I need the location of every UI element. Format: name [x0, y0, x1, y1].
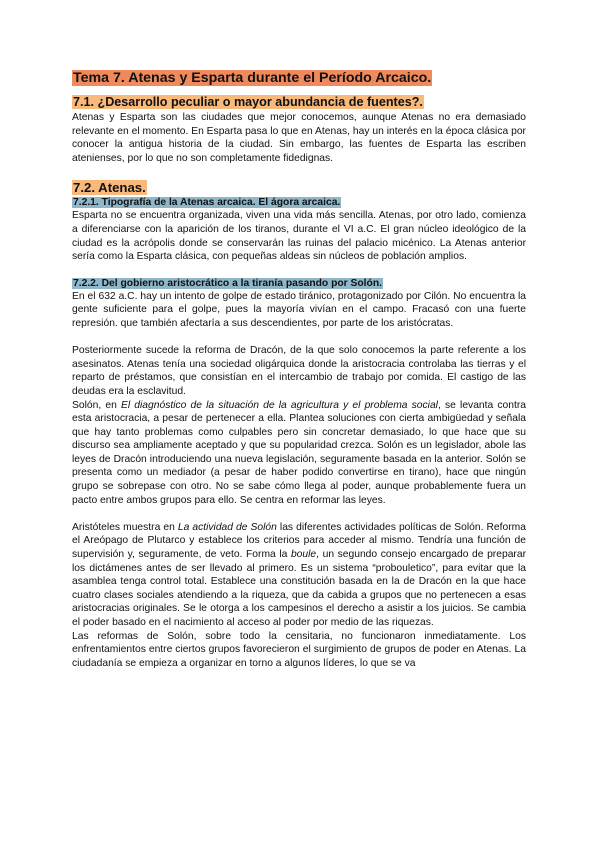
section-1-heading-text: 7.1. ¿Desarrollo peculiar o mayor abundancia de fuentes?. — [73, 95, 423, 109]
paragraph-dracon: Posteriormente sucede la reforma de Dracón, de la que solo conocemos la parte referente a los asesinatos. Atenas tenía una sociedad oligárquica donde la aristocracia controlaba las tierras y el reparto de préstamos, que consistían en el intercambio de trabajo por comida. El castigo de las deudas era la esclavitud. — [72, 345, 526, 397]
paragraph-aristoteles-middle: las diferentes actividades políticas de Solón. Reforma el Areópago de Plutarco y establece los criterios para acceder al mismo. Tendría una función de supervisión y, seguramente, de veto. Forma la — [72, 521, 526, 561]
title-text: Tema 7. Atenas y Esparta durante el Período Arcaico. — [73, 70, 432, 86]
section-2-heading — [72, 180, 526, 195]
paragraph-solon-start: Solón, en — [72, 399, 121, 411]
paragraph-cilon: En el 632 a.C. hay un intento de golpe de estado tiránico, protagonizado por Cilón. No encuentra la gente suficiente para el golpe, pues la mayoría vivían en el campo. Fracasó con una fuerte represión. que también afectaría a sus descendientes, por parte de los aristócratas. — [72, 290, 526, 329]
document-title — [72, 70, 526, 87]
subsection-1-paragraph: Esparta no se encuentra organizada, viven una vida más sencilla. Atenas, por otro lado, comienza a diferenciarse con la aparición de los tiranos, durante el VI a.C. El gran núcleo ideológico de la ciudad es la acrópolis donde se conservarán las ruinas del palacio micénico. La Atenas anterior sería como la Esparta clásica, con pequeñas aldeas sin núcleos de población amplios. — [72, 210, 526, 263]
paragraph-solon — [72, 399, 526, 508]
section-1-paragraph: Atenas y Esparta son las ciudades que mejor conocemos, aunque Atenas no era demasiado relevante en el momento. En Esparta pasa lo que en Atenas, hay un interés en la época clásica por conocer la antigua historia de la ciudad. Sin embargo, las fuentes de Esparta las escriben atenienses, por lo que no son completamente fidedignas. — [72, 112, 526, 164]
section-2-heading-text: 7.2. Atenas. — [73, 180, 146, 196]
work-title-diagnostico: El diagnóstico de la situación de la agricultura y el problema social — [120, 399, 438, 411]
paragraph-aristoteles — [72, 521, 526, 630]
term-boule: boule — [290, 549, 317, 561]
subsection-2-heading — [72, 277, 526, 290]
section-1-heading — [72, 95, 526, 110]
paragraph-aristoteles-rest: , un segundo consejo encargado de preparar los dictámenes antes de ser llevado al primero. Es un sistema “probouletico”, para evitar que la asamblea tenga control total. Establece una constitución basada en la de Dracón en la que hace cuatro clases sociales atendiendo a la riqueza, que da cabida a grupos que no pertenecen a esas aristocracias originales. Se le otorga a los campesinos el derecho a asistir a los juicios. Se cambia el poder basado en el nacimiento al acceso al poder por medio de las riquezas. — [72, 549, 527, 628]
document-content — [72, 70, 526, 670]
paragraph-reformas: Las reformas de Solón, sobre todo la censitaria, no funcionaron inmediatamente. Los enfrentamientos entre ciertos grupos favorecieron el surgimiento de grupos de poder en Atenas. La ciudadanía se empieza a organizar en torno a algunos líderes, lo que se va — [72, 630, 526, 669]
work-title-actividad: La actividad de Solón — [177, 521, 277, 533]
paragraph-solon-rest: , se levanta contra esta aristocracia, a pesar de pertenecer a ella. Plantea soluciones con cierta ambigüedad y señala que hay tanto problemas como culpables pero sin concretar demasiado, lo que hace que su discurso sea ampliamente aceptado y que su popularidad crezca. Solón es un legislador, abole las leyes de Dracón introduciendo una nueva legislación, seguramente basada en la anterior. Solón se presenta como un mediador (a pesar de haber podido convertirse en tirano), hace que ningún grupo se sobrepase con otro. No se sabe cómo llega al poder, aunque probablemente fuera un pacto entre ambos grupos para ello. Se centra en reformar las leyes. — [72, 399, 527, 506]
subsection-2-heading-text: 7.2.2. Del gobierno aristocrático a la tiranía pasando por Solón. — [73, 277, 382, 289]
subsection-1-heading — [72, 196, 526, 209]
subsection-1-heading-text: 7.2.1. Tipografía de la Atenas arcaica. El ágora arcaica. — [73, 197, 341, 209]
paragraph-aristoteles-start: Aristóteles muestra en — [72, 521, 178, 533]
